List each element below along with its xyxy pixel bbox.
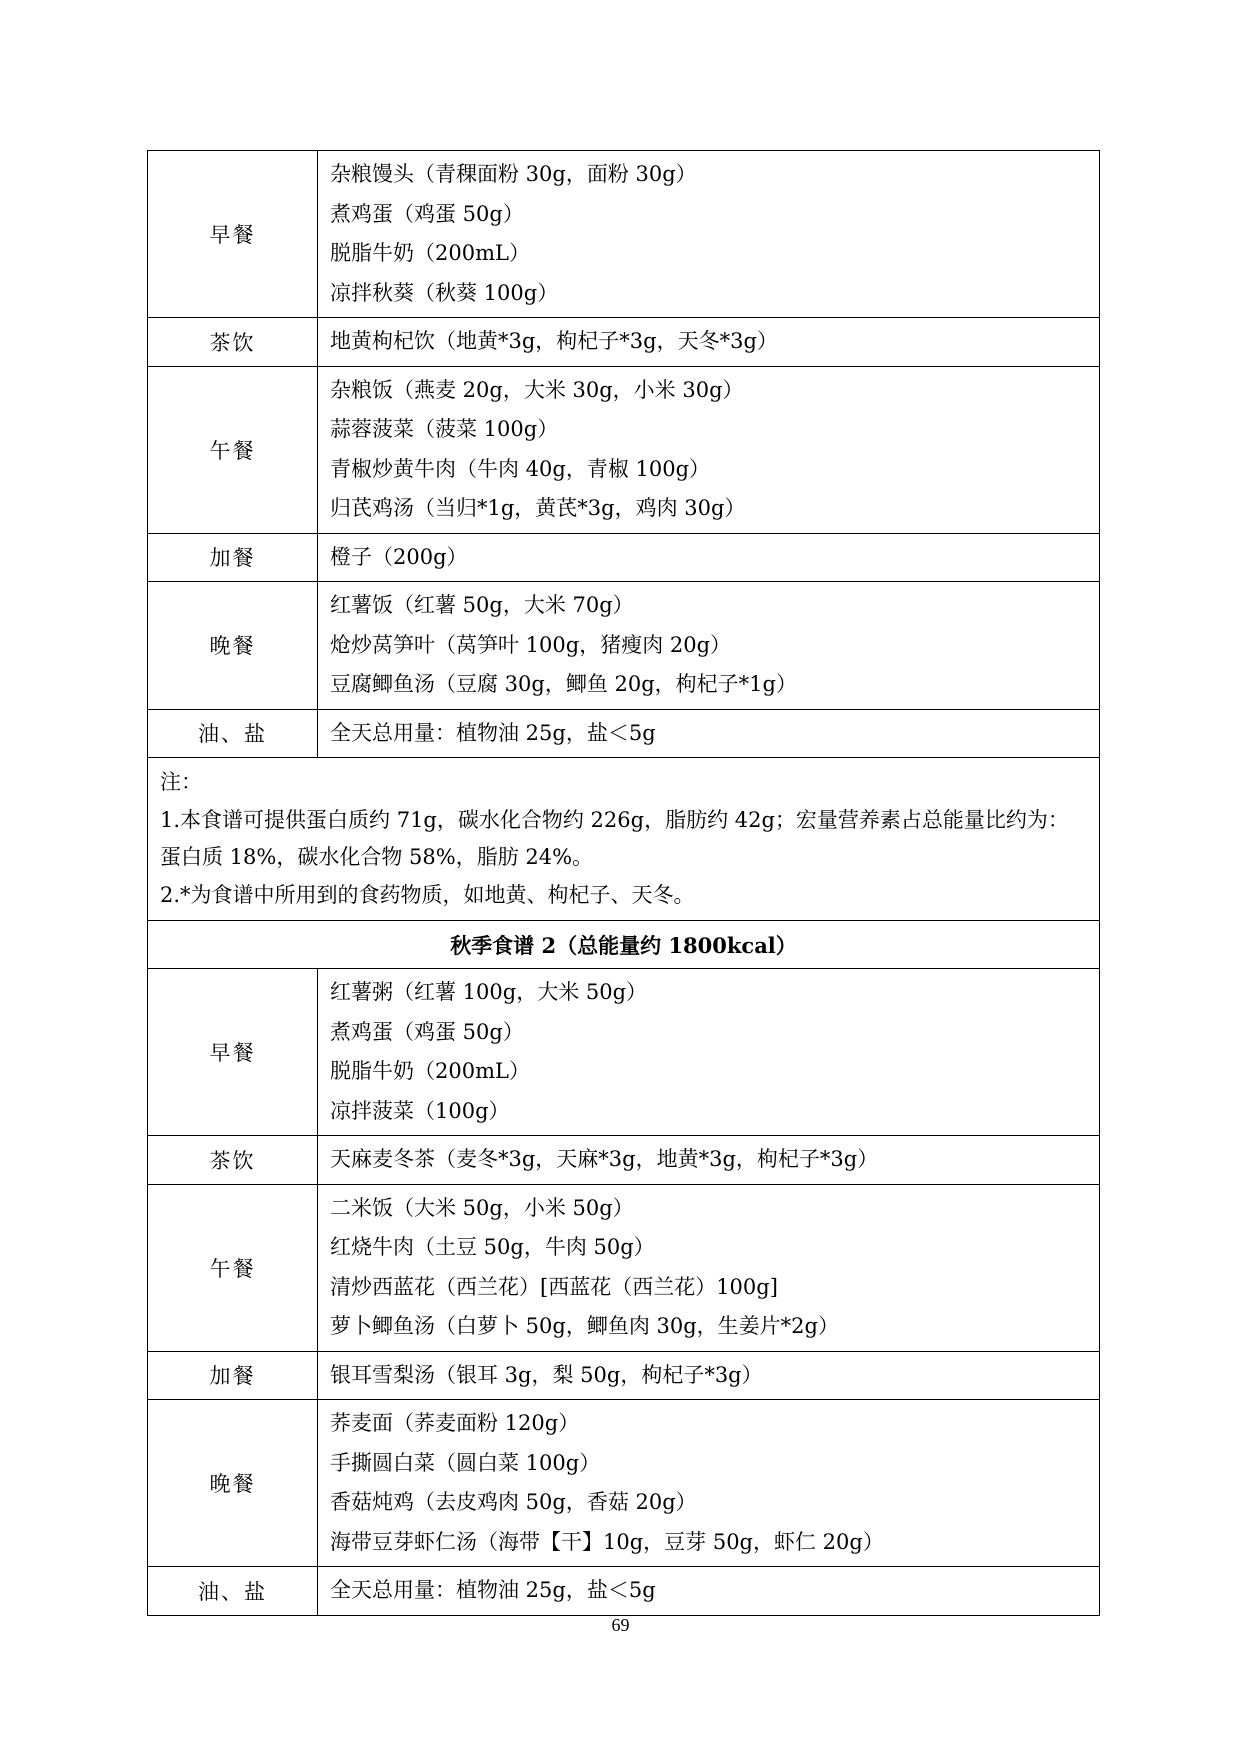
meal-name: 茶饮 bbox=[148, 1136, 318, 1185]
food-item: 红薯粥（红薯 100g，大米 50g） bbox=[330, 980, 648, 1004]
meal-items bbox=[318, 151, 1100, 318]
food-item: 全天总用量：植物油 25g，盐＜5g bbox=[330, 720, 656, 745]
notes-label: 注： bbox=[160, 770, 202, 794]
meal-name: 早餐 bbox=[148, 151, 318, 318]
meal-row-oil-salt bbox=[148, 1567, 1100, 1616]
food-item: 杂粮饭（燕麦 20g，大米 30g，小米 30g） bbox=[330, 377, 744, 402]
meal-items bbox=[318, 709, 1100, 758]
menu-title: 秋季食谱 2（总能量约 1800kcal） bbox=[148, 921, 1100, 969]
meal-name: 午餐 bbox=[148, 366, 318, 533]
food-item: 青椒炒黄牛肉（牛肉 40g，青椒 100g） bbox=[330, 456, 711, 481]
food-item: 豆腐鲫鱼汤（豆腐 30g，鲫鱼 20g，枸杞子*1g） bbox=[330, 672, 797, 696]
food-item: 煮鸡蛋（鸡蛋 50g） bbox=[330, 1019, 524, 1044]
food-item: 银耳雪梨汤（银耳 3g，梨 50g，枸杞子*3g） bbox=[330, 1362, 763, 1387]
meal-row-oil-salt bbox=[148, 709, 1100, 758]
meal-row-snack bbox=[148, 1351, 1100, 1400]
food-item: 海带豆芽虾仁汤（海带【干】10g，豆芽 50g，虾仁 20g） bbox=[330, 1529, 884, 1554]
food-item: 煮鸡蛋（鸡蛋 50g） bbox=[330, 201, 524, 226]
meal-row-snack bbox=[148, 533, 1100, 582]
meal-items bbox=[318, 1184, 1100, 1351]
food-item: 红薯饭（红薯 50g，大米 70g） bbox=[330, 593, 634, 617]
meal-items bbox=[318, 1351, 1100, 1400]
menu-title-row bbox=[148, 921, 1100, 969]
food-item: 凉拌菠菜（100g） bbox=[330, 1098, 510, 1123]
meal-name: 加餐 bbox=[148, 533, 318, 582]
food-item: 地黄枸杞饮（地黄*3g，枸杞子*3g，天冬*3g） bbox=[330, 329, 778, 353]
food-item: 脱脂牛奶（200mL） bbox=[330, 241, 530, 265]
food-item: 全天总用量：植物油 25g，盐＜5g bbox=[330, 1578, 656, 1602]
food-item: 香菇炖鸡（去皮鸡肉 50g，香菇 20g） bbox=[330, 1490, 697, 1514]
note-text: 2.*为食谱中所用到的食药物质，如地黄、枸杞子、天冬。 bbox=[160, 882, 695, 907]
meal-name: 早餐 bbox=[148, 969, 318, 1136]
meal-items bbox=[318, 1136, 1100, 1185]
food-item: 二米饭（大米 50g，小米 50g） bbox=[330, 1195, 634, 1220]
meal-row-breakfast bbox=[148, 151, 1100, 318]
page-number: 69 bbox=[611, 1615, 630, 1635]
meal-items bbox=[318, 1567, 1100, 1616]
meal-items bbox=[318, 582, 1100, 710]
meal-name: 午餐 bbox=[148, 1184, 318, 1351]
meal-items bbox=[318, 318, 1100, 367]
food-item: 杂粮馒头（青稞面粉 30g，面粉 30g） bbox=[330, 162, 697, 186]
meal-name: 油、盐 bbox=[148, 1567, 318, 1616]
menu-table bbox=[147, 150, 1100, 1616]
food-item: 归芪鸡汤（当归*1g，黄芪*3g，鸡肉 30g） bbox=[330, 496, 746, 520]
notes-cell bbox=[148, 758, 1100, 921]
meal-row-breakfast bbox=[148, 969, 1100, 1136]
note-text: 1.本食谱可提供蛋白质约 71g，碳水化合物约 226g，脂肪约 42g；宏量营养素占总能量比约为：蛋白质 18%，碳水化合物 58%，脂肪 24%。 bbox=[160, 807, 1069, 869]
food-item: 荞麦面（荞麦面粉 120g） bbox=[330, 1411, 580, 1435]
food-item: 蒜蓉菠菜（菠菜 100g） bbox=[330, 417, 559, 441]
meal-items bbox=[318, 366, 1100, 533]
meal-row-dinner bbox=[148, 1400, 1100, 1567]
meal-name: 晚餐 bbox=[148, 1400, 318, 1567]
food-item: 天麻麦冬茶（麦冬*3g，天麻*3g，地黄*3g，枸杞子*3g） bbox=[330, 1147, 879, 1171]
meal-row-tea bbox=[148, 318, 1100, 367]
food-item: 炝炒莴笋叶（莴笋叶 100g，猪瘦肉 20g） bbox=[330, 632, 732, 657]
meal-name: 油、盐 bbox=[148, 709, 318, 758]
meal-items bbox=[318, 1400, 1100, 1567]
food-item: 红烧牛肉（土豆 50g，牛肉 50g） bbox=[330, 1235, 655, 1259]
food-item: 凉拌秋葵（秋葵 100g） bbox=[330, 280, 559, 305]
meal-items bbox=[318, 533, 1100, 582]
meal-name: 加餐 bbox=[148, 1351, 318, 1400]
meal-row-dinner bbox=[148, 582, 1100, 710]
meal-items bbox=[318, 969, 1100, 1136]
food-item: 脱脂牛奶（200mL） bbox=[330, 1059, 530, 1083]
meal-row-lunch bbox=[148, 366, 1100, 533]
meal-name: 茶饮 bbox=[148, 318, 318, 367]
food-item: 清炒西蓝花（西兰花）[西蓝花（西兰花）100g] bbox=[330, 1274, 778, 1299]
food-item: 橙子（200g） bbox=[330, 544, 468, 569]
food-item: 手撕圆白菜（圆白菜 100g） bbox=[330, 1450, 601, 1475]
food-item: 萝卜鲫鱼汤（白萝卜 50g，鲫鱼肉 30g，生姜片*2g） bbox=[330, 1314, 839, 1338]
meal-name: 晚餐 bbox=[148, 582, 318, 710]
notes-row bbox=[148, 758, 1100, 921]
meal-row-lunch bbox=[148, 1184, 1100, 1351]
meal-row-tea bbox=[148, 1136, 1100, 1185]
